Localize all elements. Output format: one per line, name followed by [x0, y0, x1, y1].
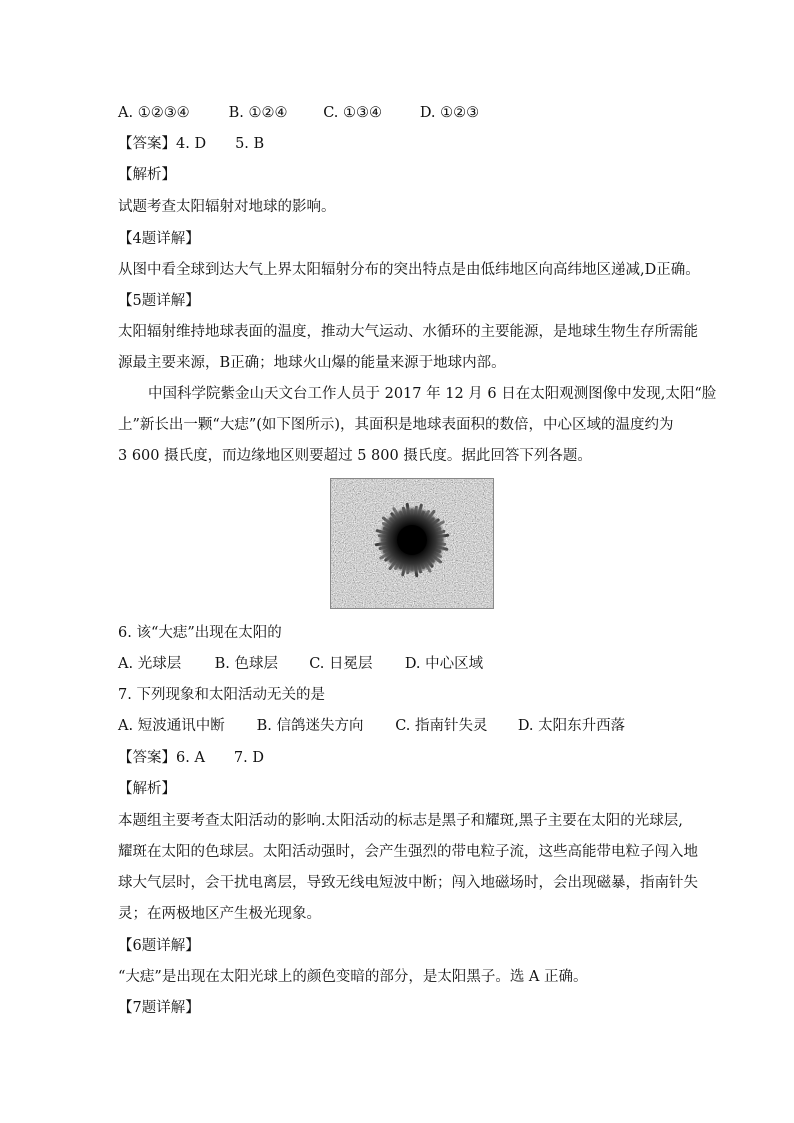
- q7-stem: 7. 下列现象和太阳活动无关的是: [118, 687, 325, 703]
- analysis-2-line-4: 灵；在两极地区产生极光现象。: [118, 906, 321, 922]
- passage-line-2: 上”新长出一颗“大痣”(如下图所示)，其面积是地球表面积的数倍，中心区域的温度约为: [118, 417, 674, 433]
- answer-6-7: 【答案】6. A 7. D: [118, 750, 264, 766]
- analysis-title-2: 【解析】: [118, 781, 176, 797]
- q6-stem: 6. 该“大痣”出现在太阳的: [118, 625, 282, 641]
- passage-line-3: 3 600 摄氏度，而边缘地区则要超过 5 800 摄氏度。据此回答下列各题。: [118, 448, 592, 464]
- q6-option-a: A. 光球层: [118, 656, 182, 672]
- q4-detail-title: 【4题详解】: [118, 231, 200, 247]
- q7-option-d: D. 太阳东升西落: [517, 718, 626, 734]
- q6-option-b: B. 色球层: [214, 656, 278, 672]
- q4-detail-text: 从图中看全球到达大气上界太阳辐射分布的突出特点是由低纬地区向高纬地区递减,D正确。: [118, 262, 700, 278]
- sunspot-image: [330, 478, 494, 609]
- q7-detail-title: 【7题详解】: [118, 1000, 200, 1016]
- q7-options: [118, 716, 625, 736]
- q6-detail-title: 【6题详解】: [118, 938, 200, 954]
- q6-detail-text: “大痣”是出现在太阳光球上的颜色变暗的部分，是太阳黑子。选 A 正确。: [118, 969, 588, 985]
- q6-option-d: D. 中心区域: [404, 656, 484, 672]
- analysis-title-1: 【解析】: [118, 167, 176, 183]
- analysis-text-1: 试题考查太阳辐射对地球的影响。: [118, 199, 336, 215]
- q5-options: [118, 103, 479, 123]
- q7-option-a: A. 短波通讯中断: [118, 718, 225, 734]
- q5-option-d: D. ①②③: [419, 105, 480, 121]
- q5-option-b: B. ①②④: [228, 105, 288, 121]
- analysis-2-line-1: 本题组主要考查太阳活动的影响.太阳活动的标志是黑子和耀斑,黑子主要在太阳的光球层,: [118, 813, 683, 829]
- q5-detail-line-1: 太阳辐射维持地球表面的温度，推动大气运动、水循环的主要能源，是地球生物生存所需能: [118, 324, 698, 340]
- q7-option-c: C. 指南针失灵: [395, 718, 488, 734]
- answer-4-5: 【答案】4. D 5. B: [118, 136, 265, 152]
- q5-detail-line-2: 源最主要来源，B正确；地球火山爆的能量来源于地球内部。: [118, 355, 506, 371]
- analysis-2-line-3: 球大气层时，会干扰电离层，导致无线电短波中断；闯入地磁场时，会出现磁暴，指南针失: [118, 875, 698, 891]
- analysis-2-line-2: 耀斑在太阳的色球层。太阳活动强时，会产生强烈的带电粒子流，这些高能带电粒子闯入地: [118, 844, 698, 860]
- q7-option-b: B. 信鸽迷失方向: [256, 718, 364, 734]
- q6-options: [118, 654, 483, 674]
- q5-option-a: A. ①②③④: [118, 105, 190, 121]
- passage-line-1: 中国科学院紫金山天文台工作人员于 2017 年 12 月 6 日在太阳观测图像中发现,太阳“脸: [148, 386, 717, 402]
- q5-option-c: C. ①③④: [323, 105, 383, 121]
- q5-detail-title: 【5题详解】: [118, 293, 200, 309]
- q6-option-c: C. 日冕层: [309, 656, 373, 672]
